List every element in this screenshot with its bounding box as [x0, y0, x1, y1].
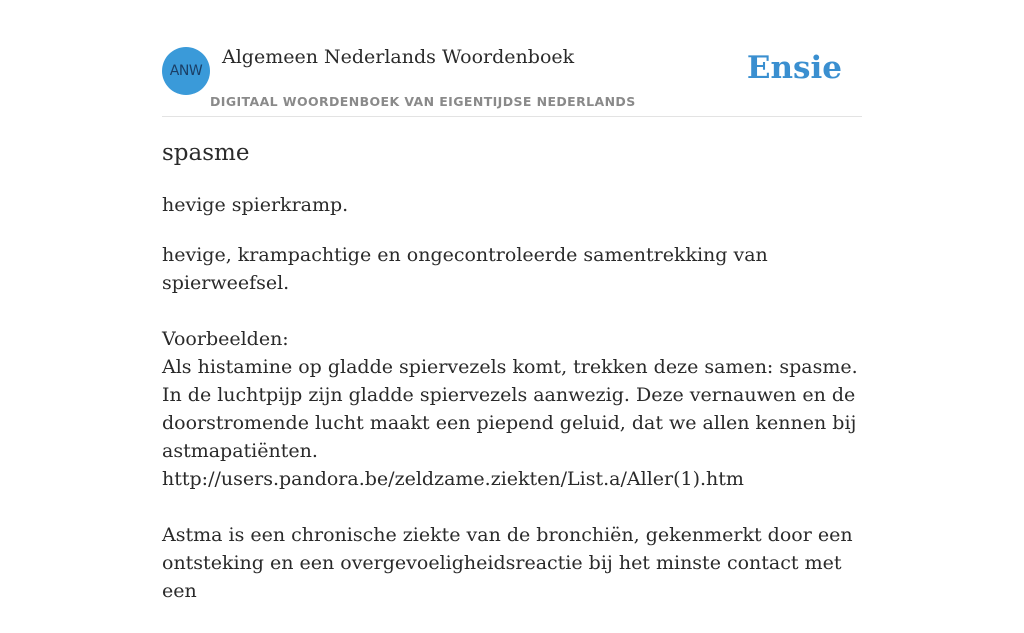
site-title[interactable]: Algemeen Nederlands Woordenboek	[222, 46, 575, 68]
dictionary-page	[162, 0, 862, 602]
long-definition: hevige, krampachtige en ongecontroleerde samentrekking van spierweefsel.	[162, 244, 768, 294]
anw-logo[interactable]	[162, 47, 210, 95]
logo-text: ANW	[169, 63, 203, 79]
short-definition: hevige spierkramp.	[162, 194, 349, 216]
entry-headword: spasme	[162, 140, 250, 166]
example-source-link[interactable]: http://users.pandora.be/zeldzame.ziekten/List.a/Aller(1).htm	[162, 468, 744, 490]
ensie-brand-link[interactable]: Ensie	[746, 50, 842, 86]
site-subtitle: DIGITAAL WOORDENBOEK VAN EIGENTIJDSE NEDERLANDS	[210, 94, 636, 109]
example-text-2: Astma is een chronische ziekte van de bronchiën, gekenmerkt door een ontsteking en een overgevoeligheidsreactie bij het minste contact met een	[162, 524, 853, 602]
example-block-1	[162, 325, 874, 493]
site-header	[162, 0, 862, 117]
examples-label: Voorbeelden:	[162, 328, 289, 350]
long-definition-block	[162, 241, 874, 633]
example-text-1: Als histamine op gladde spiervezels komt, trekken deze samen: spasme. In de luchtpijp zijn gladde spiervezels aanwezig. Deze vernauwen en de doorstromende lucht maakt een piepend geluid, dat we allen kennen bij astmapatiënten.	[162, 356, 858, 462]
example-block-2	[162, 521, 874, 605]
